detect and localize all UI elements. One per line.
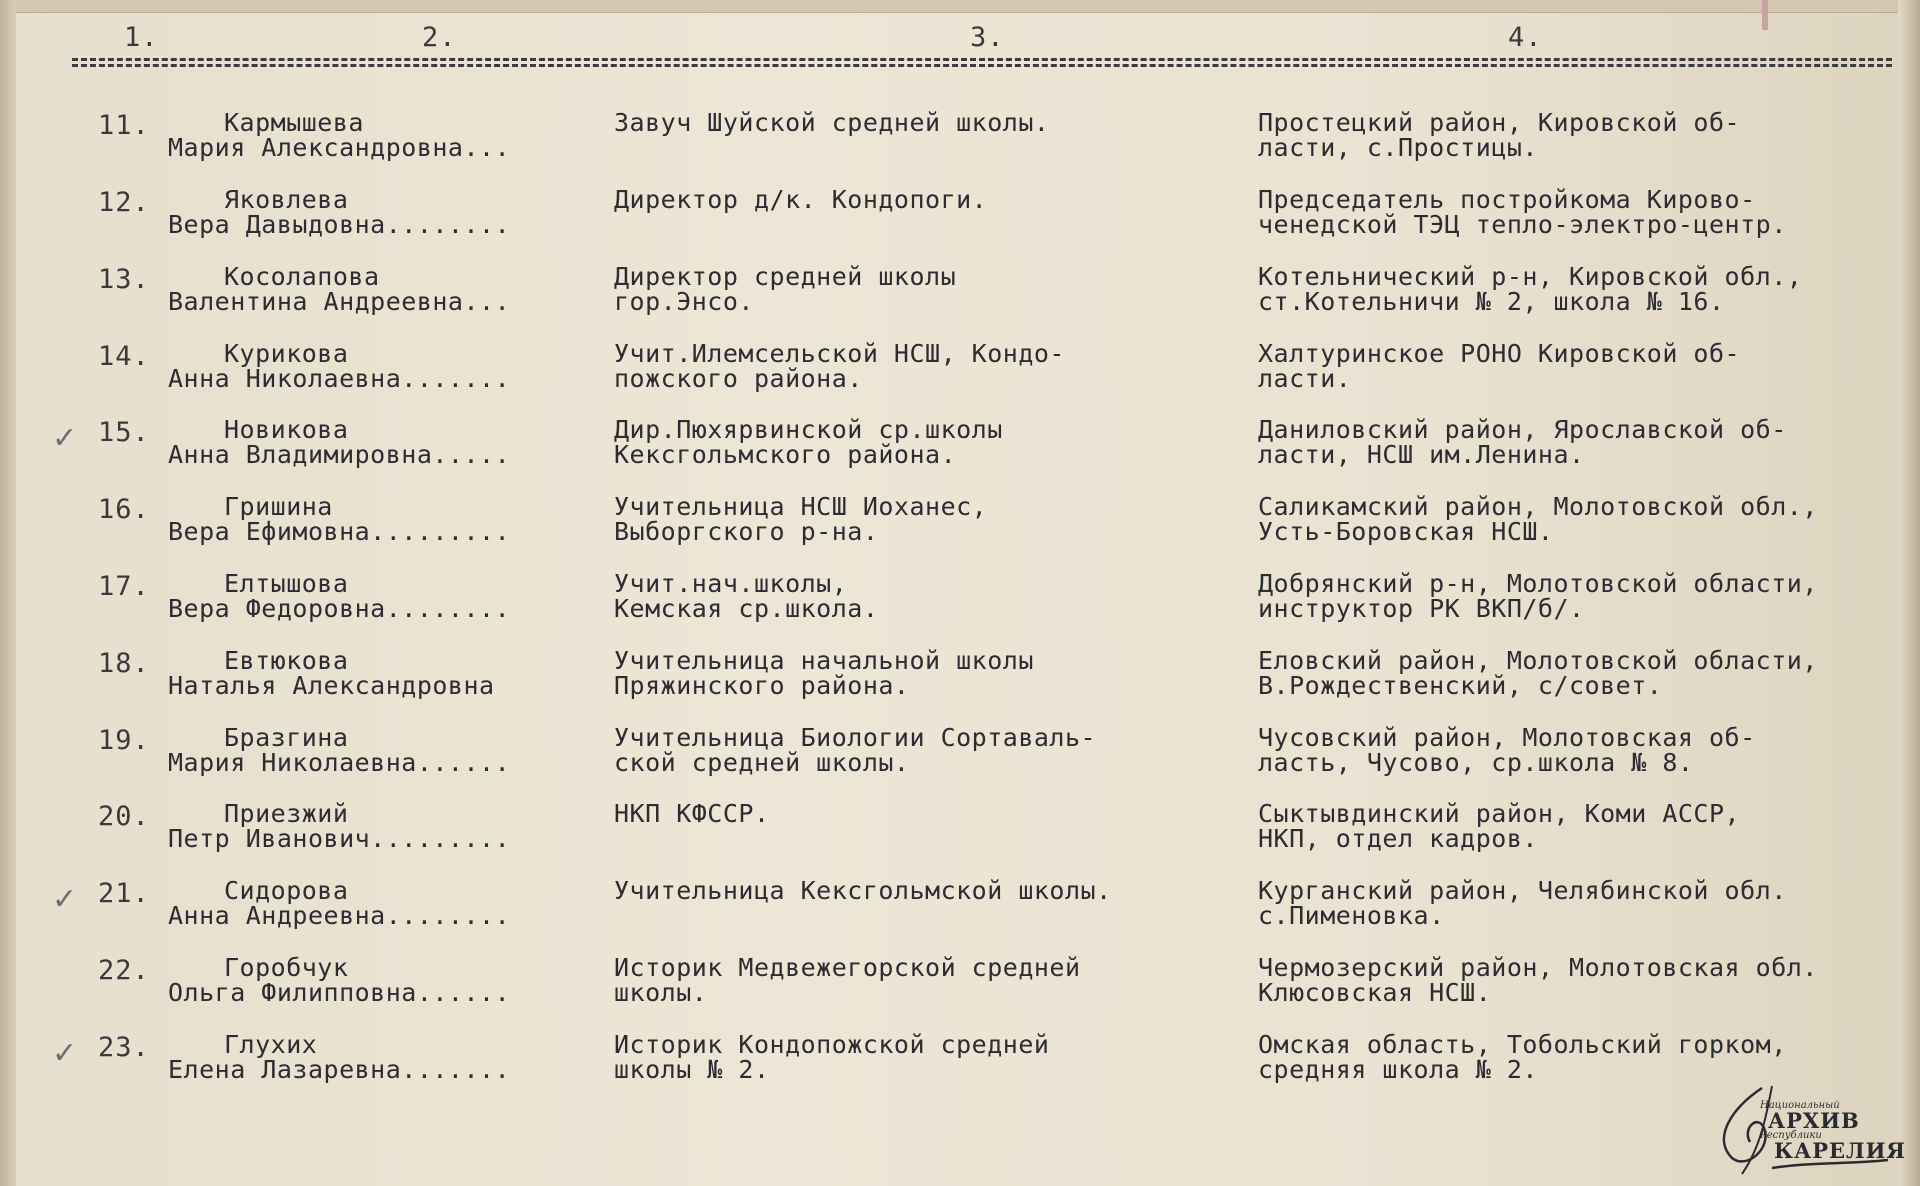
destination-line-1: Сыктывдинский район, Коми АССР, xyxy=(1258,799,1741,828)
given-names: Вера Федоровна........ xyxy=(168,594,511,623)
destination-line-2: ласти. xyxy=(1258,364,1352,393)
destination-line-2: НКП, отдел кадров. xyxy=(1258,824,1538,853)
position-line-2: Кексгольмского района. xyxy=(614,440,957,469)
position-line-1: Учительница НСШ Иоханес, xyxy=(614,492,988,521)
destination-line-2: ласти, с.Простицы. xyxy=(1258,133,1538,162)
row-number: 17. xyxy=(98,571,150,602)
destination-line-2: В.Рождественский, с/совет. xyxy=(1258,671,1663,700)
surname: Горобчук xyxy=(224,953,349,982)
destination-line-2: инструктор РК ВКП/б/. xyxy=(1258,594,1585,623)
position-line-1: Учит.нач.школы, xyxy=(614,569,848,598)
surname: Глухих xyxy=(224,1030,318,1059)
position-line-1: Директор д/к. Кондопоги. xyxy=(614,185,988,214)
given-names: Вера Ефимовна......... xyxy=(168,517,511,546)
column-number-2: 2. xyxy=(422,22,457,53)
destination-line-2: ст.Котельничи № 2, школа № 16. xyxy=(1258,287,1725,316)
page-top-edge xyxy=(0,0,1920,13)
table-row xyxy=(0,110,1920,186)
table-row xyxy=(0,801,1920,877)
position-line-1: Завуч Шуйской средней школы. xyxy=(614,108,1050,137)
destination-line-1: Курганский район, Челябинской обл. xyxy=(1258,876,1787,905)
destination-line-1: Даниловский район, Ярославской об- xyxy=(1258,415,1787,444)
destination-line-1: Чусовский район, Молотовская об- xyxy=(1258,723,1756,752)
position-line-2: Пряжинского района. xyxy=(614,671,910,700)
destination-line-2: средняя школа № 2. xyxy=(1258,1055,1538,1084)
row-number: 18. xyxy=(98,648,150,679)
given-names: Валентина Андреевна... xyxy=(168,287,511,316)
position-line-1: Учительница начальной школы xyxy=(614,646,1034,675)
row-number: 22. xyxy=(98,955,150,986)
given-names: Петр Иванович......... xyxy=(168,824,511,853)
stamp-line-3: Республики xyxy=(1760,1130,1822,1141)
destination-line-1: Еловский район, Молотовской области, xyxy=(1258,646,1818,675)
surname: Бразгина xyxy=(224,723,349,752)
position-line-1: Учительница Кексгольмской школы. xyxy=(614,876,1112,905)
given-names: Анна Владимировна..... xyxy=(168,440,511,469)
pencil-check-mark: ✓ xyxy=(52,421,78,456)
surname: Гришина xyxy=(224,492,333,521)
surname: Елтышова xyxy=(224,569,349,598)
stamp-line-1: Национальный xyxy=(1760,1100,1840,1111)
position-line-2: пожского района. xyxy=(614,364,863,393)
position-line-2: ской средней школы. xyxy=(614,748,910,777)
surname: Кармышева xyxy=(224,108,364,137)
row-number: 16. xyxy=(98,494,150,525)
pencil-check-mark: ✓ xyxy=(52,882,78,917)
surname: Приезжий xyxy=(224,799,349,828)
given-names: Мария Николаевна...... xyxy=(168,748,511,777)
archive-watermark-logo xyxy=(1698,1078,1906,1178)
header-rule-bottom xyxy=(72,64,1892,67)
destination-line-1: Саликамский район, Молотовской обл., xyxy=(1258,492,1818,521)
row-number: 14. xyxy=(98,341,150,372)
table-row xyxy=(0,341,1920,417)
destination-line-2: ласти, НСШ им.Ленина. xyxy=(1258,440,1585,469)
position-line-2: школы. xyxy=(614,978,708,1007)
destination-line-2: Клюсовская НСШ. xyxy=(1258,978,1492,1007)
row-number: 21. xyxy=(98,878,150,909)
row-number: 12. xyxy=(98,187,150,218)
column-number-3: 3. xyxy=(970,22,1005,53)
position-line-1: Историк Медвежегорской средней xyxy=(614,953,1081,982)
given-names: Елена Лазаревна....... xyxy=(168,1055,511,1084)
position-line-1: Учит.Илемсельской НСШ, Кондо- xyxy=(614,339,1065,368)
position-line-1: Дир.Пюхярвинской ср.школы xyxy=(614,415,1003,444)
given-names: Ольга Филипповна...... xyxy=(168,978,511,1007)
stamp-line-2: АРХИВ xyxy=(1768,1108,1860,1133)
surname: Сидорова xyxy=(224,876,349,905)
position-line-1: Историк Кондопожской средней xyxy=(614,1030,1050,1059)
row-number: 15. xyxy=(98,417,150,448)
position-line-2: Кемская ср.школа. xyxy=(614,594,879,623)
destination-line-2: ченедской ТЭЦ тепло-электро-центр. xyxy=(1258,210,1787,239)
position-line-1: НКП КФССР. xyxy=(614,799,770,828)
table-row xyxy=(0,187,1920,263)
destination-line-1: Простецкий район, Кировской об- xyxy=(1258,108,1741,137)
surname: Яковлева xyxy=(224,185,349,214)
position-line-2: Выборгского р-на. xyxy=(614,517,879,546)
surname: Новикова xyxy=(224,415,349,444)
destination-line-2: ласть, Чусово, ср.школа № 8. xyxy=(1258,748,1694,777)
given-names: Мария Александровна... xyxy=(168,133,511,162)
row-number: 11. xyxy=(98,110,150,141)
table-row xyxy=(0,955,1920,1031)
table-row xyxy=(0,725,1920,801)
column-number-1: 1. xyxy=(124,22,159,53)
row-number: 20. xyxy=(98,801,150,832)
position-line-1: Учительница Биологии Сортаваль- xyxy=(614,723,1097,752)
stamp-line-4: КАРЕЛИЯ xyxy=(1774,1138,1906,1163)
surname: Евтюкова xyxy=(224,646,349,675)
table-row xyxy=(0,571,1920,647)
header-rule-top xyxy=(72,58,1892,61)
table-row xyxy=(0,648,1920,724)
table-row xyxy=(0,417,1920,493)
given-names: Анна Николаевна....... xyxy=(168,364,511,393)
destination-line-1: Председатель постройкома Кирово- xyxy=(1258,185,1756,214)
row-number: 19. xyxy=(98,725,150,756)
destination-line-1: Омская область, Тобольский горком, xyxy=(1258,1030,1787,1059)
table-row xyxy=(0,264,1920,340)
position-line-1: Директор средней школы xyxy=(614,262,957,291)
given-names: Вера Давыдовна........ xyxy=(168,210,511,239)
destination-line-2: Усть-Боровская НСШ. xyxy=(1258,517,1554,546)
row-number: 23. xyxy=(98,1032,150,1063)
position-line-2: школы № 2. xyxy=(614,1055,770,1084)
surname: Курикова xyxy=(224,339,349,368)
given-names: Анна Андреевна........ xyxy=(168,901,511,930)
red-margin-mark xyxy=(1762,0,1768,30)
table-row xyxy=(0,494,1920,570)
table-row xyxy=(0,1032,1920,1108)
table-row xyxy=(0,878,1920,954)
pencil-check-mark: ✓ xyxy=(52,1036,78,1071)
column-number-4: 4. xyxy=(1508,22,1543,53)
surname: Косолапова xyxy=(224,262,380,291)
destination-line-1: Добрянский р-н, Молотовской области, xyxy=(1258,569,1818,598)
destination-line-1: Чермозерский район, Молотовская обл. xyxy=(1258,953,1818,982)
destination-line-1: Котельнический р-н, Кировской обл., xyxy=(1258,262,1803,291)
destination-line-2: с.Пименовка. xyxy=(1258,901,1445,930)
given-names: Наталья Александровна xyxy=(168,671,495,700)
position-line-2: гор.Энсо. xyxy=(614,287,754,316)
row-number: 13. xyxy=(98,264,150,295)
destination-line-1: Халтуринское РОНО Кировской об- xyxy=(1258,339,1741,368)
